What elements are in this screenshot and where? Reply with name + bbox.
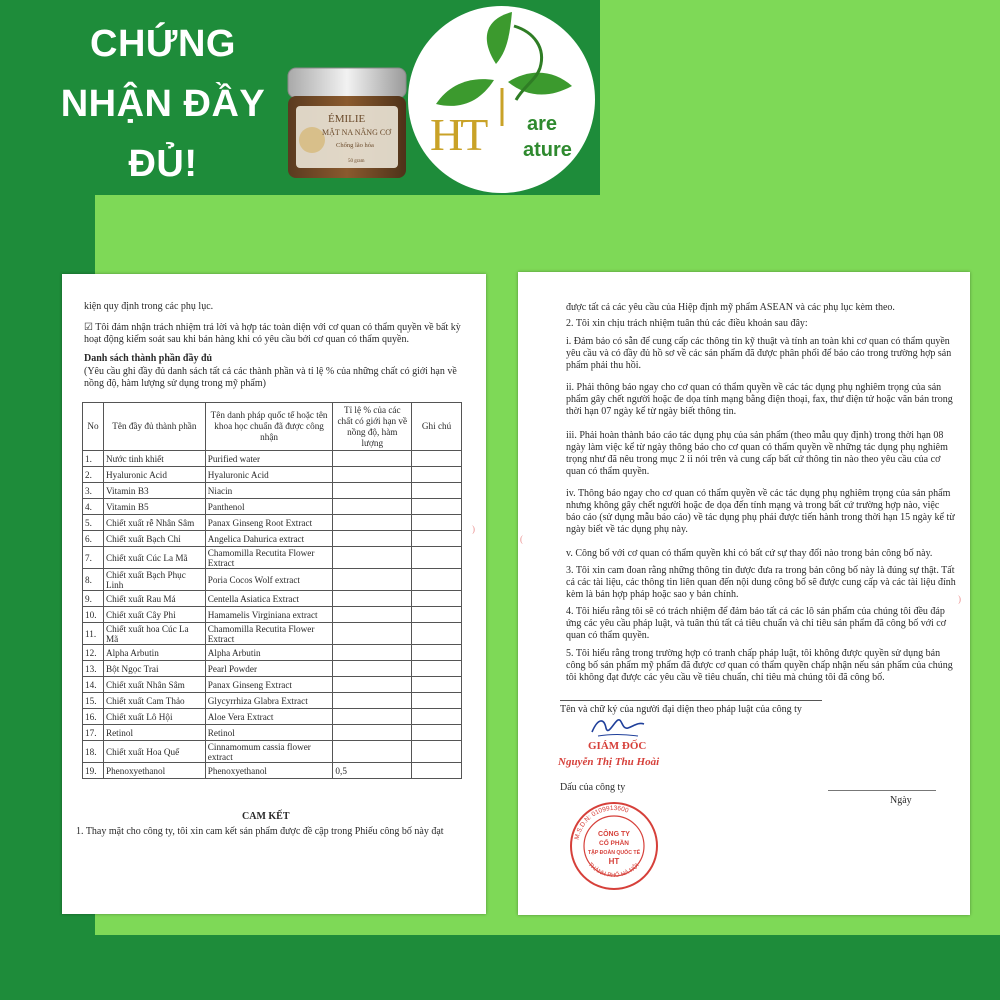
cell-percent — [333, 467, 412, 483]
cell-vi-name: Chiết xuất Cam Thảo — [103, 693, 205, 709]
cell-note — [412, 677, 462, 693]
cell-vi-name: Chiết xuất Cây Phỉ — [103, 607, 205, 623]
cell-intl-name: Panthenol — [205, 499, 333, 515]
cell-note — [412, 661, 462, 677]
cell-vi-name: Nước tinh khiết — [103, 451, 205, 467]
stamp-code: M.S.D.N: 0109913600 — [573, 804, 630, 841]
cell-note — [412, 467, 462, 483]
table-row — [83, 531, 462, 547]
paragraph-5: iv. Thông báo ngay cho cơ quan có thẩm quyền về các tác dụng phụ nghiêm trọng của sản phẩm nhưng không gây chết người hoặc đe dọa đến tính mạng và trong bất cứ trường hợp nào, việc báo cáo (sử dụng mẫu báo cáo) về tác dụng phụ phải được tiến hành trong thời hạn 15 ngày kể từ ngày biết về tác dụng phụ này. — [566, 488, 955, 535]
cell-no: 16. — [83, 709, 104, 725]
cell-vi-name: Chiết xuất Lô Hội — [103, 709, 205, 725]
cell-percent — [333, 709, 412, 725]
cell-intl-name: Cinnamomum cassia flower extract — [205, 741, 333, 763]
cell-intl-name: Aloe Vera Extract — [205, 709, 333, 725]
signature-divider — [560, 700, 822, 701]
intro-line: kiện quy định trong các phụ lục. — [84, 301, 214, 312]
table-row — [83, 693, 462, 709]
stamp-city: THÀNH PHỐ HÀ NỘI — [586, 861, 641, 879]
cam-ket-title: CAM KẾT — [242, 811, 290, 822]
table-row — [83, 763, 462, 779]
cell-note — [412, 693, 462, 709]
cell-no: 1. — [83, 451, 104, 467]
ingredients-section-note: (Yêu cầu ghi đầy đủ danh sách tất cả các thành phần và tỉ lệ % của những chất có giới hạn về nồng độ, hàm lượng sử dụng trong mỹ phẩm) — [84, 366, 457, 389]
paragraph-0: được tất cả các yêu cầu của Hiệp định mỹ phẩm ASEAN và các phụ lục kèm theo. — [566, 302, 895, 313]
cell-no: 4. — [83, 499, 104, 515]
cell-vi-name: Alpha Arbutin — [103, 645, 205, 661]
col-header-vi-name: Tên đầy đủ thành phần — [103, 403, 205, 451]
cell-intl-name: Phenoxyethanol — [205, 763, 333, 779]
table-row — [83, 591, 462, 607]
col-header-no: No — [83, 403, 104, 451]
cell-vi-name: Phenoxyethanol — [103, 763, 205, 779]
cell-vi-name: Chiết xuất Hoa Quế — [103, 741, 205, 763]
table-row — [83, 645, 462, 661]
document-page-left — [62, 274, 486, 914]
col-header-percent: Tỉ lệ % của các chất có giới hạn về nồng độ, hàm lượng — [333, 403, 412, 451]
logo-nature-text: ature — [523, 139, 572, 161]
commitment-line: ☑ Tôi đảm nhận trách nhiệm trả lời và hợp tác toàn diện với cơ quan có thẩm quyền về bất kỳ hoạt động kiểm soát sau khi bán hàng khi có yêu cầu bởi cơ quan có thẩm quyền. — [84, 322, 461, 345]
cell-note — [412, 623, 462, 645]
signature-label: Tên và chữ ký của người đại diện theo pháp luật của công ty — [560, 704, 802, 715]
signature-scribble-icon — [588, 714, 648, 740]
leaf-logo-icon — [408, 6, 595, 193]
cell-percent — [333, 451, 412, 467]
cell-no: 10. — [83, 607, 104, 623]
cell-intl-name: Glycyrrhiza Glabra Extract — [205, 693, 333, 709]
cell-intl-name: Panax Ginseng Root Extract — [205, 515, 333, 531]
table-row — [83, 467, 462, 483]
seal-label: Dấu của công ty — [560, 782, 626, 793]
paragraph-7: 3. Tôi xin cam đoan rằng những thông tin được đưa ra trong bản công bố này là đúng sự thật. Tất cả các tài liệu, các thông tin liên quan đến nội dung công bố sẽ được cung cấp và các tài liệu đính kèm là bản hợp pháp hoặc sao y bản chính. — [566, 565, 956, 600]
director-name: Nguyễn Thị Thu Hoài — [558, 756, 660, 768]
cell-intl-name: Purified water — [205, 451, 333, 467]
cell-vi-name: Chiết xuất rễ Nhân Sâm — [103, 515, 205, 531]
cam-ket-line: 1. Thay mặt cho công ty, tôi xin cam kết sản phẩm được đề cập trong Phiếu công bố này đạt — [76, 826, 444, 837]
cell-no: 6. — [83, 531, 104, 547]
table-row — [83, 483, 462, 499]
cell-intl-name: Pearl Powder — [205, 661, 333, 677]
stamp-edge-mark-right: ) — [958, 594, 961, 604]
cell-intl-name: Retinol — [205, 725, 333, 741]
paragraph-8: 4. Tôi hiểu rằng tôi sẽ có trách nhiệm để đảm bảo tất cả các lô sản phẩm của chúng tôi đều đáp ứng các yêu cầu pháp luật, và tuân thủ tất cả tiêu chuẩn và chỉ tiêu sản phẩm đã công bố với cơ quan có thẩm quyền. — [566, 606, 947, 641]
cell-percent — [333, 645, 412, 661]
cell-intl-name: Poria Cocos Wolf extract — [205, 569, 333, 591]
cell-no: 15. — [83, 693, 104, 709]
logo-letters: HT — [430, 109, 486, 160]
cell-no: 18. — [83, 741, 104, 763]
cell-vi-name: Chiết xuất Bạch Chỉ — [103, 531, 205, 547]
cell-vi-name: Hyaluronic Acid — [103, 467, 205, 483]
cell-no: 9. — [83, 591, 104, 607]
cell-intl-name: Angelica Dahurica extract — [205, 531, 333, 547]
cell-note — [412, 451, 462, 467]
table-row — [83, 741, 462, 763]
cell-percent — [333, 677, 412, 693]
cell-no: 13. — [83, 661, 104, 677]
cell-percent — [333, 499, 412, 515]
stamp-line-4: HT — [608, 857, 620, 866]
paragraph-2: i. Đảm bảo có sẵn để cung cấp các thông tin kỹ thuật và tính an toàn khi cơ quan có thẩm quyền yêu cầu và có đầy đủ hồ sơ về các sản phẩm đã được phân phối để báo cáo trong trường hợp sản phẩm phải thu hồi. — [566, 336, 952, 371]
paragraph-3: ii. Phải thông báo ngay cho cơ quan có thẩm quyền về các tác dụng phụ nghiêm trọng của sản phẩm gây chết người hoặc đe dọa tính mạng bằng điện thoại, fax, thư điện tử hoặc văn bản trong thời hạn 07 ngày kể từ ngày biết thông tin. — [566, 382, 953, 417]
cell-percent — [333, 725, 412, 741]
headline — [38, 14, 288, 194]
table-row — [83, 547, 462, 569]
cell-percent: 0,5 — [333, 763, 412, 779]
jar-name-text: MẶT NA NÂNG CƠ — [322, 128, 391, 137]
cell-note — [412, 531, 462, 547]
table-header-row — [83, 403, 462, 451]
cell-no: 5. — [83, 515, 104, 531]
cell-vi-name: Retinol — [103, 725, 205, 741]
cell-vi-name: Chiết xuất Rau Má — [103, 591, 205, 607]
cell-intl-name: Centella Asiatica Extract — [205, 591, 333, 607]
cell-vi-name: Chiết xuất hoa Cúc La Mã — [103, 623, 205, 645]
stamp-line-3: TẬP ĐOÀN QUỐC TẾ — [587, 850, 641, 856]
product-jar-image — [284, 62, 410, 184]
col-header-note: Ghi chú — [412, 403, 462, 451]
cell-percent — [333, 661, 412, 677]
cell-percent — [333, 569, 412, 591]
cell-percent — [333, 591, 412, 607]
table-row — [83, 623, 462, 645]
cell-no: 2. — [83, 467, 104, 483]
cell-note — [412, 483, 462, 499]
cell-percent — [333, 515, 412, 531]
headline-line-1: CHỨNG — [90, 23, 236, 65]
cell-vi-name: Chiết xuất Cúc La Mã — [103, 547, 205, 569]
jar-subtitle-text: Chống lão hóa — [336, 142, 374, 149]
cell-intl-name: Hamamelis Virginiana extract — [205, 607, 333, 623]
table-row — [83, 607, 462, 623]
table-body — [83, 451, 462, 779]
cell-no: 17. — [83, 725, 104, 741]
cell-percent — [333, 547, 412, 569]
cell-note — [412, 741, 462, 763]
date-line — [828, 790, 936, 791]
cell-note — [412, 709, 462, 725]
stamp-edge-mark: ) — [472, 524, 475, 534]
table-row — [83, 709, 462, 725]
cell-percent — [333, 483, 412, 499]
table-row — [83, 677, 462, 693]
cell-no: 11. — [83, 623, 104, 645]
document-page-right — [518, 272, 970, 915]
cell-percent — [333, 623, 412, 645]
cell-percent — [333, 693, 412, 709]
jar-brand-text: ÉMILIE — [328, 113, 366, 125]
cell-intl-name: Niacin — [205, 483, 333, 499]
cell-percent — [333, 531, 412, 547]
headline-line-3: ĐỦ! — [128, 143, 198, 185]
cell-note — [412, 591, 462, 607]
table-row — [83, 569, 462, 591]
jar-weight-text: 50 gram — [348, 159, 365, 164]
cell-note — [412, 763, 462, 779]
director-title: GIÁM ĐỐC — [588, 740, 647, 752]
cell-percent — [333, 741, 412, 763]
cell-no: 7. — [83, 547, 104, 569]
table-row — [83, 499, 462, 515]
cell-note — [412, 515, 462, 531]
paragraph-4: iii. Phải hoàn thành báo cáo tác dụng phụ của sản phẩm (theo mẫu quy định) trong thời hạn 08 ngày làm việc kể từ ngày thông báo cho cơ quan có thẩm quyền về những tác dụng phụ nghiêm trọng như đã nêu trong mục 2 ii nói trên và cung cấp bất cứ thông tin nào theo yêu cầu của cơ quan có thẩm quyền. — [566, 430, 948, 477]
cell-note — [412, 569, 462, 591]
right-top-panel — [600, 0, 1000, 195]
table-row — [83, 725, 462, 741]
cell-vi-name: Vitamin B5 — [103, 499, 205, 515]
cell-vi-name: Chiết xuất Nhân Sâm — [103, 677, 205, 693]
cell-note — [412, 607, 462, 623]
cell-no: 14. — [83, 677, 104, 693]
table-row — [83, 451, 462, 467]
cell-intl-name: Panax Ginseng Extract — [205, 677, 333, 693]
cell-note — [412, 547, 462, 569]
company-seal-stamp — [568, 800, 660, 892]
paragraph-6: v. Công bố với cơ quan có thẩm quyền khi có bất cứ sự thay đổi nào trong bản công bố này. — [566, 548, 933, 559]
stamp-line-2: CỔ PHẦN — [599, 840, 629, 847]
ingredients-section-title: Danh sách thành phần đầy đủ — [84, 353, 213, 364]
cell-intl-name: Chamomilla Recutita Flower Extract — [205, 623, 333, 645]
cell-no: 8. — [83, 569, 104, 591]
cell-no: 19. — [83, 763, 104, 779]
cell-percent — [333, 607, 412, 623]
date-label: Ngày — [890, 795, 912, 806]
cell-note — [412, 645, 462, 661]
cell-no: 3. — [83, 483, 104, 499]
ingredients-table — [82, 402, 462, 779]
cell-vi-name: Chiết xuất Bạch Phục Linh — [103, 569, 205, 591]
table-row — [83, 661, 462, 677]
cell-intl-name: Alpha Arbutin — [205, 645, 333, 661]
table-row — [83, 515, 462, 531]
paragraph-1: 2. Tôi xin chịu trách nhiệm tuân thủ các điều khoản sau đây: — [566, 318, 808, 329]
cell-no: 12. — [83, 645, 104, 661]
headline-line-2: NHẬN ĐẦY — [60, 83, 266, 125]
cell-vi-name: Vitamin B3 — [103, 483, 205, 499]
col-header-intl-name: Tên danh pháp quốc tế hoặc tên khoa học chuẩn đã được công nhận — [205, 403, 333, 451]
logo-care-text: are — [527, 113, 558, 135]
cell-vi-name: Bột Ngọc Trai — [103, 661, 205, 677]
stamp-line-1: CÔNG TY — [598, 831, 630, 838]
cell-intl-name: Hyaluronic Acid — [205, 467, 333, 483]
cell-note — [412, 499, 462, 515]
cell-intl-name: Chamomilla Recutita Flower Extract — [205, 547, 333, 569]
stamp-edge-mark-left: ( — [520, 534, 523, 544]
paragraph-9: 5. Tôi hiểu rằng trong trường hợp có tranh chấp pháp luật, tôi không được quyền sử dụng bản công bố sản phẩm mỹ phẩm đã được cơ quan có thẩm quyền chấp nhận nếu sản phẩm của chúng tôi không đạt được các yêu cầu về tiêu chuẩn, chỉ tiêu mà chúng tôi đã công bố. — [566, 648, 953, 683]
cell-note — [412, 725, 462, 741]
